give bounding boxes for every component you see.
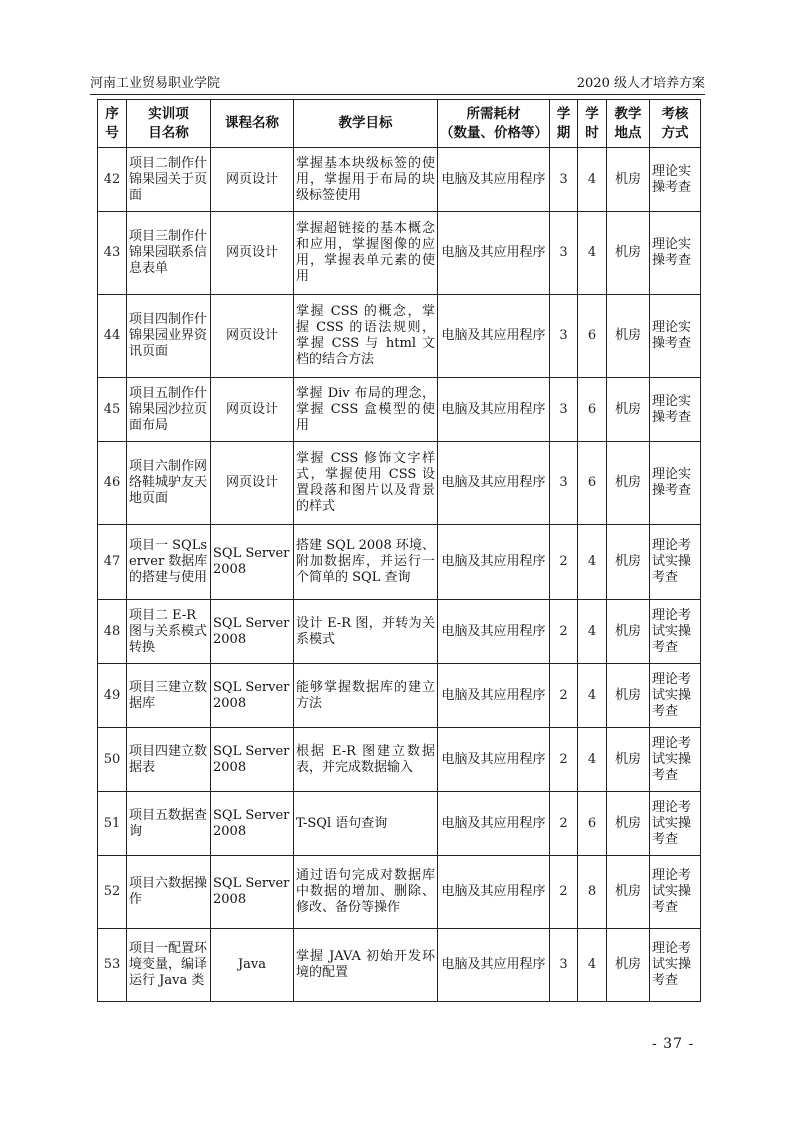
cell-course: SQL Server 2008 <box>211 525 294 600</box>
table-row <box>98 295 701 378</box>
cell-project: 项目四建立数据表 <box>127 728 211 792</box>
table-row <box>98 792 701 856</box>
page-number: - 37 - <box>652 1036 695 1052</box>
col-header-goal: 教学目标 <box>294 100 438 148</box>
col-header-term: 学 期 <box>550 100 578 148</box>
cell-materials: 电脑及其应用程序 <box>438 525 550 600</box>
cell-assess: 理论考试实操考查 <box>650 728 701 792</box>
cell-materials: 电脑及其应用程序 <box>438 600 550 664</box>
col-header-hours: 学 时 <box>578 100 607 148</box>
cell-no: 49 <box>98 664 127 728</box>
cell-goal: 掌握 CSS 的概念，掌握 CSS 的语法规则，掌握 CSS 与 html 文档的结合方法 <box>294 295 438 378</box>
cell-hours: 8 <box>578 856 607 929</box>
cell-term: 3 <box>550 378 578 442</box>
cell-project: 项目四制作什锦果园业界资讯页面 <box>127 295 211 378</box>
cell-materials: 电脑及其应用程序 <box>438 295 550 378</box>
table-header-row <box>98 100 701 148</box>
training-projects-table <box>97 99 701 1002</box>
cell-term: 2 <box>550 664 578 728</box>
cell-hours: 4 <box>578 212 607 295</box>
table-row <box>98 856 701 929</box>
cell-goal: 掌握 Div 布局的理念，掌握 CSS 盒模型的使用 <box>294 378 438 442</box>
cell-place: 机房 <box>607 856 650 929</box>
cell-no: 47 <box>98 525 127 600</box>
cell-hours: 6 <box>578 792 607 856</box>
cell-course: SQL Server 2008 <box>211 664 294 728</box>
table-row <box>98 929 701 1002</box>
cell-course: SQL Server 2008 <box>211 600 294 664</box>
cell-term: 3 <box>550 148 578 212</box>
cell-assess: 理论考试实操考查 <box>650 856 701 929</box>
cell-no: 52 <box>98 856 127 929</box>
cell-course: SQL Server 2008 <box>211 792 294 856</box>
cell-project: 项目五数据查询 <box>127 792 211 856</box>
cell-materials: 电脑及其应用程序 <box>438 148 550 212</box>
cell-hours: 4 <box>578 525 607 600</box>
table-row <box>98 728 701 792</box>
cell-term: 3 <box>550 929 578 1002</box>
cell-assess: 理论考试实操考查 <box>650 929 701 1002</box>
cell-term: 3 <box>550 295 578 378</box>
cell-course: 网页设计 <box>211 295 294 378</box>
cell-goal: 根据 E-R 图建立数据表，并完成数据输入 <box>294 728 438 792</box>
col-header-course: 课程名称 <box>211 100 294 148</box>
cell-course: 网页设计 <box>211 442 294 525</box>
cell-place: 机房 <box>607 664 650 728</box>
page-header <box>90 74 705 95</box>
cell-project: 项目二制作什锦果园关于页面 <box>127 148 211 212</box>
cell-assess: 理论实操考查 <box>650 295 701 378</box>
header-school-name: 河南工业贸易职业学院 <box>90 76 221 91</box>
cell-course: SQL Server 2008 <box>211 728 294 792</box>
cell-goal: 通过语句完成对数据库中数据的增加、删除、修改、备份等操作 <box>294 856 438 929</box>
cell-project: 项目一 SQLserver 数据库的搭建与使用 <box>127 525 211 600</box>
cell-place: 机房 <box>607 792 650 856</box>
col-header-materials: 所需耗材 （数量、价格等） <box>438 100 550 148</box>
header-plan-title: 2020 级人才培养方案 <box>576 76 705 91</box>
cell-assess: 理论考试实操考查 <box>650 664 701 728</box>
cell-project: 项目六数据操作 <box>127 856 211 929</box>
cell-place: 机房 <box>607 525 650 600</box>
cell-place: 机房 <box>607 378 650 442</box>
cell-course: Java <box>211 929 294 1002</box>
col-header-place: 教学 地点 <box>607 100 650 148</box>
cell-materials: 电脑及其应用程序 <box>438 212 550 295</box>
cell-project: 项目三建立数据库 <box>127 664 211 728</box>
cell-no: 44 <box>98 295 127 378</box>
cell-term: 2 <box>550 856 578 929</box>
cell-assess: 理论实操考查 <box>650 148 701 212</box>
cell-goal: 掌握 JAVA 初始开发环境的配置 <box>294 929 438 1002</box>
cell-materials: 电脑及其应用程序 <box>438 929 550 1002</box>
cell-materials: 电脑及其应用程序 <box>438 856 550 929</box>
col-header-project: 实训项 目名称 <box>127 100 211 148</box>
cell-goal: 能够掌握数据库的建立方法 <box>294 664 438 728</box>
cell-course: 网页设计 <box>211 212 294 295</box>
cell-goal: 掌握超链接的基本概念和应用，掌握图像的应用，掌握表单元素的使用 <box>294 212 438 295</box>
cell-project: 项目五制作什锦果园沙拉页面布局 <box>127 378 211 442</box>
cell-assess: 理论考试实操考查 <box>650 600 701 664</box>
cell-term: 2 <box>550 792 578 856</box>
cell-hours: 4 <box>578 728 607 792</box>
cell-term: 3 <box>550 442 578 525</box>
cell-course: 网页设计 <box>211 378 294 442</box>
cell-goal: 搭建 SQL 2008 环境、附加数据库，并运行一个简单的 SQL 查询 <box>294 525 438 600</box>
cell-hours: 4 <box>578 664 607 728</box>
cell-goal: T-SQl 语句查询 <box>294 792 438 856</box>
cell-assess: 理论考试实操考查 <box>650 525 701 600</box>
cell-place: 机房 <box>607 929 650 1002</box>
cell-goal: 掌握 CSS 修饰文字样式，掌握使用 CSS 设置段落和图片以及背景的样式 <box>294 442 438 525</box>
cell-hours: 4 <box>578 929 607 1002</box>
cell-place: 机房 <box>607 728 650 792</box>
cell-hours: 6 <box>578 295 607 378</box>
cell-project: 项目六制作网络鞋城驴友天地页面 <box>127 442 211 525</box>
cell-no: 53 <box>98 929 127 1002</box>
cell-term: 2 <box>550 525 578 600</box>
cell-materials: 电脑及其应用程序 <box>438 442 550 525</box>
table-row <box>98 378 701 442</box>
cell-no: 51 <box>98 792 127 856</box>
table-row <box>98 442 701 525</box>
cell-place: 机房 <box>607 212 650 295</box>
table-row <box>98 525 701 600</box>
cell-no: 42 <box>98 148 127 212</box>
cell-term: 2 <box>550 600 578 664</box>
cell-term: 2 <box>550 728 578 792</box>
cell-course: SQL Server 2008 <box>211 856 294 929</box>
cell-materials: 电脑及其应用程序 <box>438 728 550 792</box>
table-row <box>98 600 701 664</box>
cell-no: 45 <box>98 378 127 442</box>
cell-assess: 理论实操考查 <box>650 212 701 295</box>
cell-no: 46 <box>98 442 127 525</box>
table-row <box>98 148 701 212</box>
cell-project: 项目三制作什锦果园联系信息表单 <box>127 212 211 295</box>
table-row <box>98 664 701 728</box>
cell-hours: 6 <box>578 442 607 525</box>
cell-project: 项目一配置环境变量，编译运行 Java 类 <box>127 929 211 1002</box>
cell-hours: 4 <box>578 148 607 212</box>
col-header-assess: 考核 方式 <box>650 100 701 148</box>
cell-assess: 理论实操考查 <box>650 442 701 525</box>
cell-no: 50 <box>98 728 127 792</box>
cell-place: 机房 <box>607 442 650 525</box>
cell-place: 机房 <box>607 148 650 212</box>
cell-course: 网页设计 <box>211 148 294 212</box>
cell-place: 机房 <box>607 600 650 664</box>
cell-assess: 理论考试实操考查 <box>650 792 701 856</box>
col-header-no: 序 号 <box>98 100 127 148</box>
cell-materials: 电脑及其应用程序 <box>438 792 550 856</box>
cell-no: 48 <box>98 600 127 664</box>
cell-goal: 设计 E-R 图，并转为关系模式 <box>294 600 438 664</box>
cell-place: 机房 <box>607 295 650 378</box>
cell-hours: 6 <box>578 378 607 442</box>
cell-materials: 电脑及其应用程序 <box>438 378 550 442</box>
cell-goal: 掌握基本块级标签的使用，掌握用于布局的块级标签使用 <box>294 148 438 212</box>
table-row <box>98 212 701 295</box>
cell-term: 3 <box>550 212 578 295</box>
cell-no: 43 <box>98 212 127 295</box>
cell-materials: 电脑及其应用程序 <box>438 664 550 728</box>
cell-project: 项目二 E-R 图与关系模式转换 <box>127 600 211 664</box>
cell-assess: 理论实操考查 <box>650 378 701 442</box>
cell-hours: 4 <box>578 600 607 664</box>
